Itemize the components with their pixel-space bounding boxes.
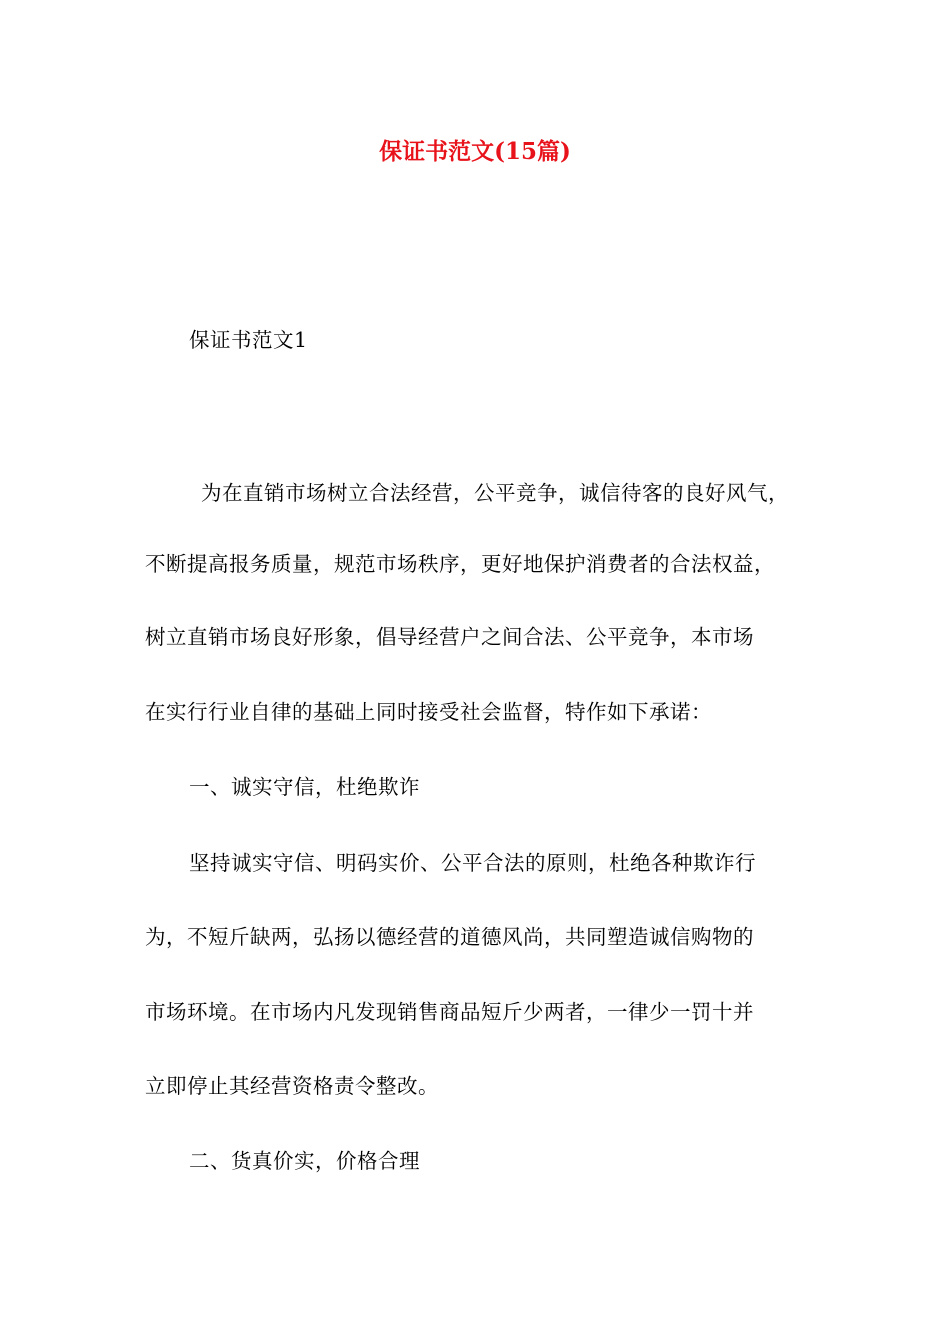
- subheading-1: 一、诚实守信，杜绝欺诈: [189, 775, 420, 799]
- paragraph-line: 树立直销市场良好形象，倡导经营户之间合法、公平竞争，本市场: [145, 625, 754, 649]
- paragraph-line: 不断提高报务质量，规范市场秩序，更好地保护消费者的合法权益，: [145, 552, 775, 576]
- section-heading: 保证书范文1: [189, 328, 308, 352]
- paragraph-line: 为在直销市场树立合法经营，公平竞争，诚信待客的良好风气，: [201, 481, 789, 505]
- paragraph-line: 为，不短斤缺两，弘扬以德经营的道德风尚，共同塑造诚信购物的: [145, 925, 754, 949]
- document-title: 保证书范文(15篇): [379, 138, 571, 165]
- paragraph-line: 在实行行业自律的基础上同时接受社会监督，特作如下承诺：: [145, 700, 712, 724]
- paragraph-line: 市场环境。在市场内凡发现销售商品短斤少两者，一律少一罚十并: [145, 1000, 754, 1024]
- paragraph-line: 立即停止其经营资格责令整改。: [145, 1074, 439, 1098]
- paragraph-line: 坚持诚实守信、明码实价、公平合法的原则，杜绝各种欺诈行: [189, 851, 756, 875]
- subheading-2: 二、货真价实，价格合理: [189, 1149, 420, 1173]
